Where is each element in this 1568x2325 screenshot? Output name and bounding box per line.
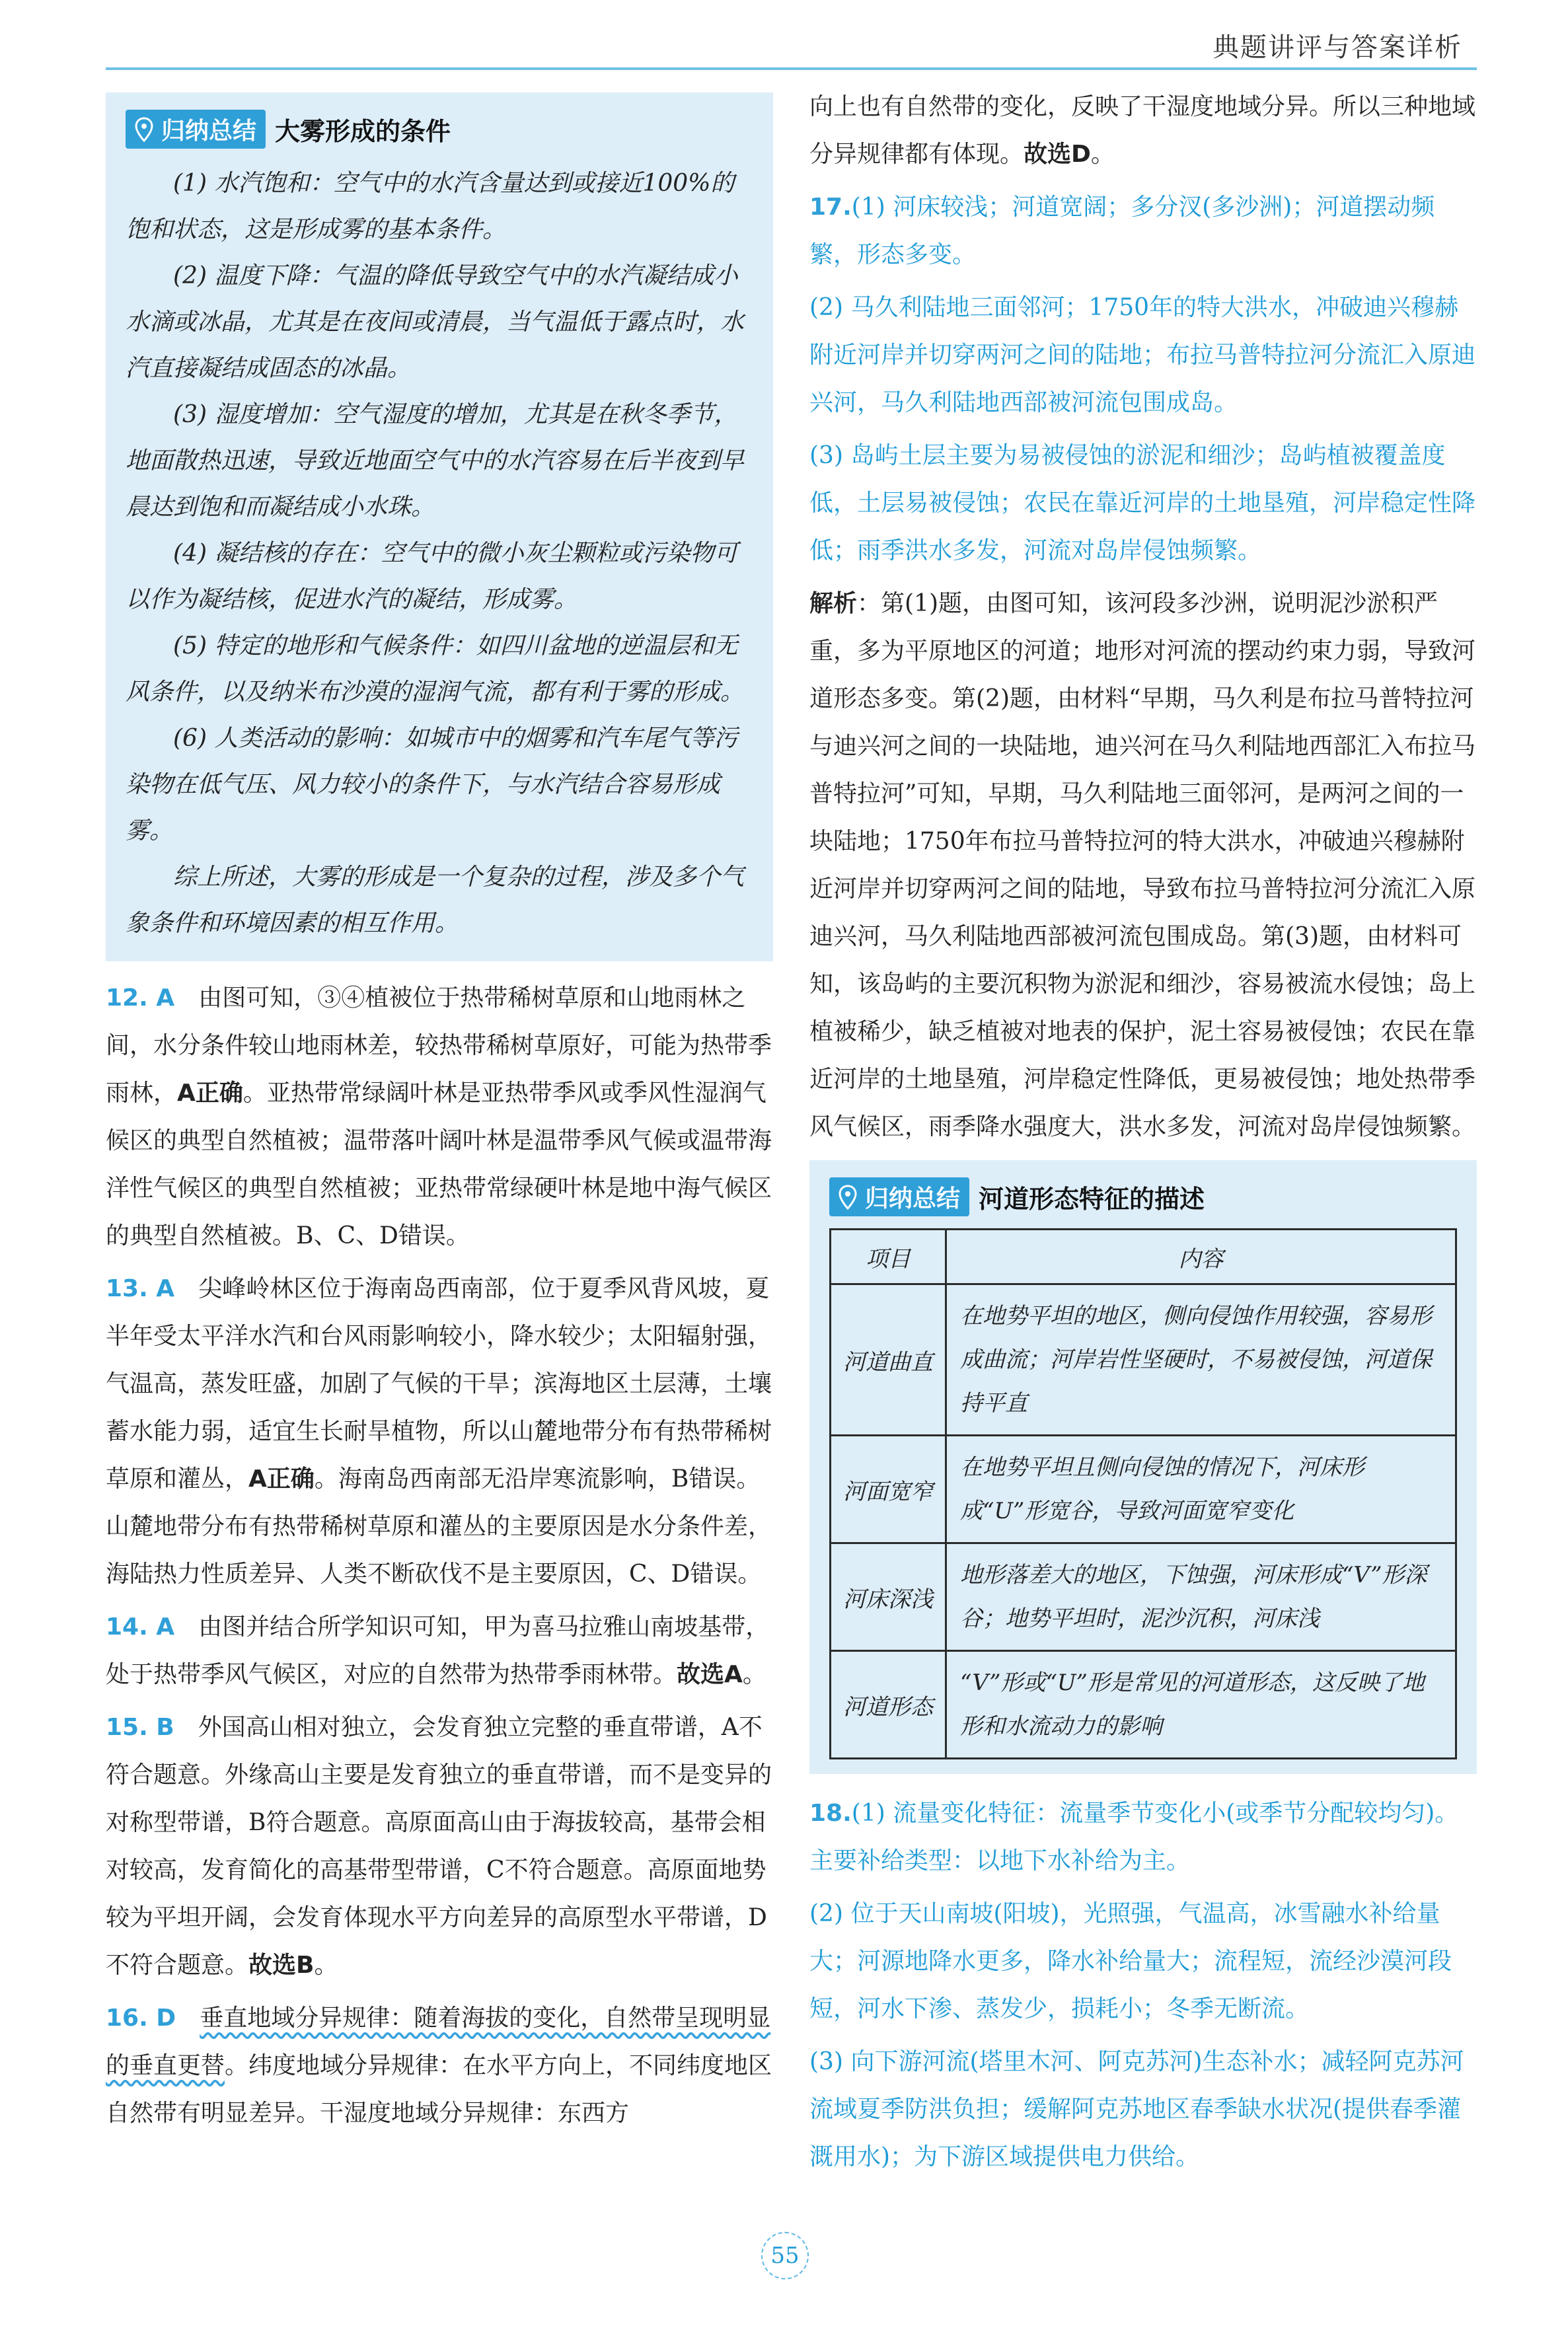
table-cell-item: 河道曲直 (831, 1284, 946, 1436)
table-row (831, 1651, 1456, 1759)
question-number: 15. B (106, 1714, 174, 1741)
answer-emphasis: A正确 (177, 1080, 243, 1107)
river-feature-table (829, 1228, 1457, 1759)
table-cell-content: 在地势平坦的地区，侧向侵蚀作用较强，容易形成曲流；河岸岩性坚硬时，不易被侵蚀，河道保持平直 (946, 1284, 1456, 1436)
answer-16-start (106, 1995, 773, 2137)
table-cell-content: “V”形或“U”形是常见的河道形态，这反映了地形和水流动力的影响 (946, 1651, 1456, 1759)
table-header-item: 项目 (831, 1230, 946, 1284)
table-cell-content: 地形落差大的地区，下蚀强，河床形成“V”形深谷；地势平坦时，泥沙沉积，河床浅 (946, 1543, 1456, 1651)
question-number: 13. A (106, 1275, 175, 1302)
answer-text: (1) 流量变化特征：流量季节变化小(或季节分配较均匀)。 主要补给类型：以地下水补给为主。 (809, 1800, 1471, 1874)
right-column (809, 92, 1477, 2186)
table-cell-item: 河面宽窄 (831, 1436, 946, 1543)
box-paragraph: (6) 人类活动的影响：如城市中的烟雾和汽车尾气等污染物在低气压、风力较小的条件下，与水汽结合容易形成雾。 (126, 725, 738, 844)
summary-tag-label: 归纳总结 (865, 1185, 961, 1212)
summary-tag (126, 110, 266, 149)
answer-16-end (809, 83, 1477, 178)
answer-text: 。海南岛西南部无沿岸寒流影响，B错误。山麓地带分布有热带稀树草原和灌丛的主要原因是水分条件差，海陆热力性质差异、人类不断砍伐不是主要原因，C、D错误。 (106, 1465, 772, 1588)
answer-17-part3: (3) 岛屿土层主要为易被侵蚀的淤泥和细沙；岛屿植被覆盖度低，土层易被侵蚀；农民在靠近河岸的土地垦殖，河岸稳定性降低；雨季洪水多发，河流对岛岸侵蚀频繁。 (809, 442, 1476, 564)
table-cell-content: 在地势平坦且侧向侵蚀的情况下，河床形成“U”形宽谷，导致河面宽窄变化 (946, 1436, 1456, 1543)
summary-tag (829, 1177, 969, 1216)
summary-box-title (829, 1177, 1457, 1216)
answer-text: 。亚热带常绿阔叶林是亚热带季风或季风性湿润气候区的典型自然植被；温带落叶阔叶林是温带季风气候或温带海洋性气候区的典型自然植被；亚热带常绿硬叶林是地中海气候区的典型自然植被。B、C、D错误。 (106, 1080, 772, 1249)
header-rule (106, 67, 1477, 70)
answer-12 (106, 975, 773, 1260)
table-row (831, 1543, 1456, 1651)
answer-16-continued: 。纬度地域分异规律：在水平方向上，不同纬度地区自然带有明显差异。干湿度地域分异规律：东西方 (106, 2052, 772, 2127)
answer-16-tail: 向上也有自然带的变化，反映了干湿度地域分异。所以三种地域分异规律都有体现。 (809, 93, 1476, 168)
answer-17-part1 (809, 184, 1477, 279)
box-paragraph: (3) 湿度增加：空气湿度的增加，尤其是在秋冬季节，地面散热迅速，导致近地面空气中的水汽容易在后半夜到早晨达到饱和而凝结成小水珠。 (126, 401, 745, 521)
box-heading: 河道形态特征的描述 (979, 1185, 1205, 1214)
analysis-label: 解析 (809, 590, 858, 617)
box-heading: 大雾形成的条件 (275, 117, 451, 146)
running-header: 典题讲评与答案详析 (1213, 32, 1462, 63)
box-paragraph: (1) 水汽饱和：空气中的水汽含量达到或接近100%的饱和状态，这是形成雾的基本条件。 (126, 170, 735, 243)
question-number: 17. (809, 194, 852, 221)
summary-box-river (809, 1160, 1477, 1774)
answer-text: (1) 河床较浅；河道宽阔；多分汊(多沙洲)；河道摆动频繁，形态多变。 (809, 194, 1435, 268)
question-number: 16. D (106, 2005, 176, 2032)
answer-15 (106, 1704, 773, 1989)
page-number: 55 (761, 2232, 809, 2279)
answer-18-part2: (2) 位于天山南坡(阳坡)，光照强，气温高，冰雪融水补给量大；河源地降水更多，降水补给量大；流程短，流经沙漠河段短，河水下渗、蒸发少，损耗小；冬季无断流。 (809, 1900, 1452, 2022)
table-header-row (831, 1230, 1456, 1284)
answer-text: 外国高山相对独立，会发育独立完整的垂直带谱，A不符合题意。外缘高山主要是发育独立的垂直带谱，而不是变异的对称型带谱，B符合题意。高原面高山由于海拔较高，基带会相对较高，发育简化的高基带型带谱，C不符合题意。高原面地势较为平坦开阔，会发育体现水平方向差异的高原型水平带谱，D不符合题意。 (106, 1714, 772, 1979)
map-pin-icon (131, 116, 157, 143)
answer-text: 尖峰岭林区位于海南岛西南部，位于夏季风背风坡，夏半年受太平洋水汽和台风雨影响较小，降水较少；太阳辐射强，气温高，蒸发旺盛，加剧了气候的干旱；滨海地区土层薄，土壤蓄水能力弱，适宜生长耐旱植物，所以山麓地带分布有热带稀树草原和灌丛， (106, 1275, 772, 1493)
box-paragraph: 综上所述，大雾的形成是一个复杂的过程，涉及多个气象条件和环境因素的相互作用。 (126, 864, 745, 937)
answer-text: 。 (314, 1952, 338, 1979)
table-row (831, 1436, 1456, 1543)
answer-emphasis: A正确 (248, 1465, 315, 1493)
answer-13 (106, 1265, 773, 1598)
box-paragraph: (2) 温度下降：气温的降低导致空气中的水汽凝结成小水滴或冰晶，尤其是在夜间或清晨，当气温低于露点时，水汽直接凝结成固态的冰晶。 (126, 262, 745, 382)
analysis-text: ：第(1)题，由图可知，该河段多沙洲，说明泥沙淤积严重，多为平原地区的河道；地形对河流的摆动约束力弱，导致河道形态多变。第(2)题，由材料“早期，马久利是布拉马普特拉河与迪兴河之间的一块陆地，迪兴河在马久利陆地西部汇入布拉马普特拉河”可知，早期，马久利陆地三面邻河，是两河之间的一块陆地；1750年布拉马普特拉河的特大洪水，冲破迪兴穆赫附近河岸并切穿两河之间的陆地，导致布拉马普特拉河分流汇入原迪兴河，马久利陆地西部被河流包围成岛。第(3)题，由材料可知，该岛屿的主要沉积物为淤泥和细沙，容易被流水侵蚀；岛上植被稀少，缺乏植被对地表的保护，泥土容易被侵蚀；农民在靠近河岸的土地垦殖，河岸稳定性降低，更易被侵蚀；地处热带季风气候区，雨季降水强度大，洪水多发，河流对岛岸侵蚀频繁。 (809, 590, 1476, 1140)
summary-box-title (126, 110, 753, 149)
summary-tag-label: 归纳总结 (161, 118, 257, 145)
table-header-content: 内容 (946, 1230, 1456, 1284)
box-paragraph: (5) 特定的地形和气候条件：如四川盆地的逆温层和无风条件，以及纳米布沙漠的湿润气流，都有利于雾的形成。 (126, 632, 745, 706)
table-cell-item: 河道形态 (831, 1651, 946, 1759)
question-number: 14. A (106, 1613, 175, 1641)
answer-emphasis: 故选A (677, 1661, 743, 1688)
table-row (831, 1284, 1456, 1436)
answer-14 (106, 1604, 773, 1699)
wavy-underlined-text: 垂直地域分异规律：随着海拔的变化，自然带呈现明显的垂直更替 (106, 2005, 771, 2079)
table-cell-item: 河床深浅 (831, 1543, 946, 1651)
left-column (106, 92, 773, 2143)
question-number: 18. (809, 1800, 852, 1827)
answer-18-part1 (809, 1790, 1477, 1885)
answer-text: 由图并结合所学知识可知，甲为喜马拉雅山南坡基带，处于热带季风气候区，对应的自然带为热带季雨林带。 (106, 1613, 770, 1688)
answer-emphasis: 故选D (1024, 141, 1091, 168)
answer-text: 。 (1090, 141, 1115, 168)
answer-text: 。 (742, 1661, 766, 1688)
question-number: 12. A (106, 984, 175, 1012)
answer-18-part3: (3) 向下游河流(塔里木河、阿克苏河)生态补水；减轻阿克苏河流域夏季防洪负担；缓解阿克苏地区春季缺水状况(提供春季灌溉用水)；为下游区域提供电力供给。 (809, 2048, 1464, 2170)
analysis-17 (809, 580, 1477, 1151)
answer-emphasis: 故选B (248, 1952, 315, 1979)
answer-text: 由图可知，③④植被位于热带稀树草原和山地雨林之间，水分条件较山地雨林差，较热带稀树草原好，可能为热带季雨林， (106, 984, 772, 1107)
box-paragraph: (4) 凝结核的存在：空气中的微小灰尘颗粒或污染物可以作为凝结核，促进水汽的凝结，形成雾。 (126, 540, 738, 613)
answer-17-part2: (2) 马久利陆地三面邻河；1750年的特大洪水，冲破迪兴穆赫附近河岸并切穿两河之间的陆地；布拉马普特拉河分流汇入原迪兴河，马久利陆地西部被河流包围成岛。 (809, 294, 1476, 416)
map-pin-icon (835, 1184, 861, 1210)
summary-box-fog (106, 92, 773, 961)
